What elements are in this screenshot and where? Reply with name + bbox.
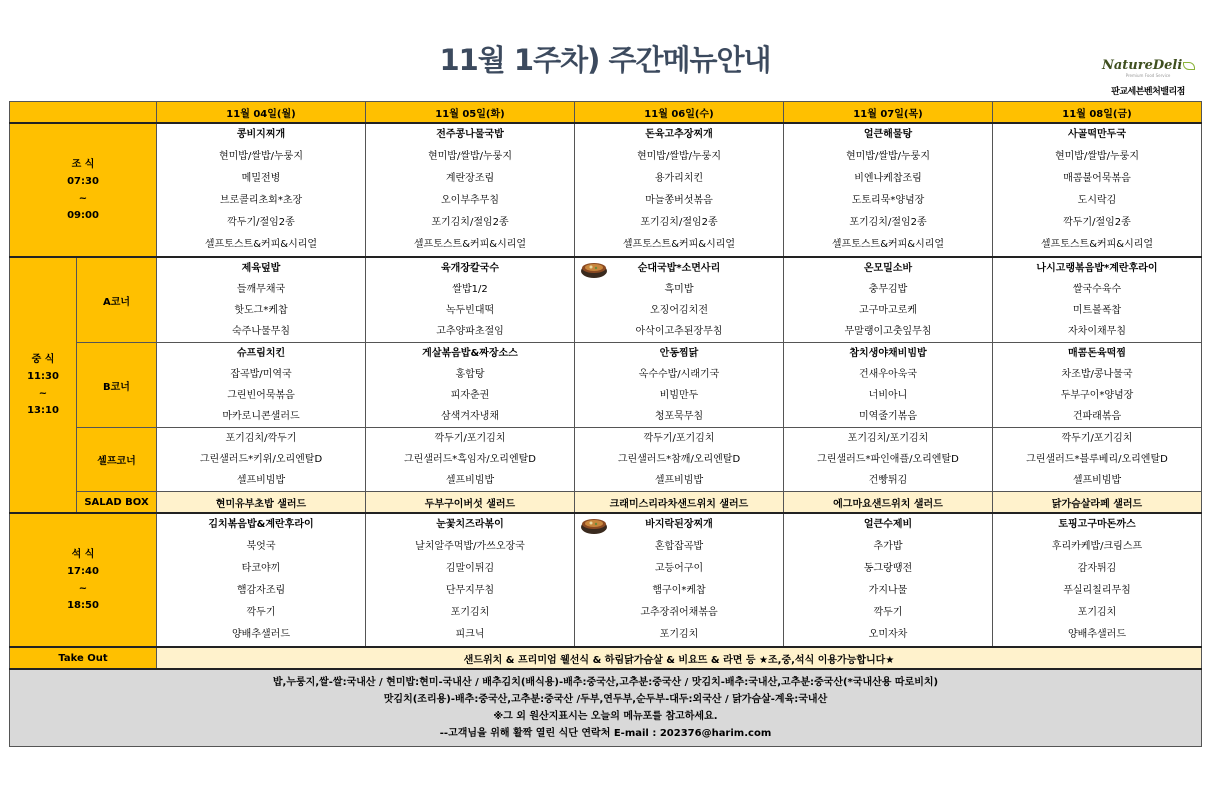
day-cell bbox=[575, 343, 784, 428]
main-dish-label: 바지락된장찌개 bbox=[645, 519, 713, 530]
side-dish: 깍두기/절임2종 bbox=[1063, 217, 1131, 228]
day-header: 11월 04일(월) bbox=[157, 102, 366, 124]
side-dish: 그린샐러드*참깨/오리엔탈D bbox=[617, 454, 741, 465]
stew-pot-icon bbox=[579, 515, 609, 535]
side-dish: 차조밥/콩나물국 bbox=[1061, 369, 1133, 380]
header-row bbox=[10, 102, 1202, 124]
main-dish: 나시고랭볶음밥*계란후라이 bbox=[1036, 263, 1158, 274]
side-dish: 깍두기/포기김치 bbox=[434, 433, 506, 444]
side-dish: 현미밥/쌀밥/누룽지 bbox=[1054, 151, 1140, 162]
day-cell bbox=[993, 428, 1202, 492]
note-line: ※그 외 원산지표시는 오늘의 메뉴포를 참고하세요. bbox=[493, 711, 718, 722]
main-dish: 육개장칼국수 bbox=[441, 263, 499, 274]
side-dish: 홍합탕 bbox=[455, 369, 485, 380]
side-dish: 동그랑땡전 bbox=[863, 563, 913, 574]
day-cell bbox=[157, 513, 366, 647]
note-line: 맛김치(조리용)-배추:중국산,고추분:중국산 /두부,연두부,순두부-대두:외국산 / 닭가슴살-계육:국내산 bbox=[383, 694, 828, 705]
side-dish: 고추양파초절임 bbox=[436, 326, 504, 337]
side-dish: 메밀전병 bbox=[241, 173, 281, 184]
meal-time-end: 09:00 bbox=[67, 210, 99, 221]
side-dish: 햄구이*케찹 bbox=[652, 585, 706, 596]
day-cell bbox=[784, 428, 993, 492]
side-dish: 핫도그*케찹 bbox=[234, 305, 288, 316]
main-dish bbox=[575, 514, 783, 536]
side-dish: 포기김치 bbox=[659, 629, 699, 640]
side-dish: 오이부추무침 bbox=[441, 195, 499, 206]
side-dish: 브로콜리초회*초장 bbox=[219, 195, 303, 206]
side-dish: 현미밥/쌀밥/누룽지 bbox=[636, 151, 722, 162]
side-dish: 쌀밥1/2 bbox=[452, 284, 488, 295]
day-cell bbox=[366, 257, 575, 343]
main-dish: 콩비지찌개 bbox=[236, 129, 286, 140]
dinner-row bbox=[10, 513, 1202, 647]
side-dish: 삼색겨자냉채 bbox=[441, 411, 499, 422]
day-header: 11월 07일(목) bbox=[784, 102, 993, 124]
side-dish: 셀프토스트&커피&시리얼 bbox=[1040, 239, 1154, 250]
side-dish: 청포묵무침 bbox=[654, 411, 704, 422]
side-dish: 피자춘권 bbox=[450, 390, 490, 401]
side-dish: 미트볼폭찹 bbox=[1072, 305, 1122, 316]
meal-name: 석 식 bbox=[71, 549, 95, 560]
main-dish bbox=[575, 258, 783, 279]
salad-item: 현미유부초밥 샐러드 bbox=[157, 492, 366, 514]
dinner-label bbox=[10, 513, 157, 647]
side-dish: 북엇국 bbox=[246, 541, 276, 552]
day-cell bbox=[575, 123, 784, 257]
side-dish: 마카로니콘샐러드 bbox=[222, 411, 300, 422]
side-dish: 고추장쥐어채볶음 bbox=[640, 607, 718, 618]
meal-time-start: 17:40 bbox=[67, 566, 99, 577]
side-dish: 현미밥/쌀밥/누룽지 bbox=[845, 151, 931, 162]
brand-logo bbox=[1102, 58, 1194, 97]
main-dish: 김치볶음밥&계란후라이 bbox=[208, 519, 314, 530]
side-dish: 비엔나케찹조림 bbox=[854, 173, 922, 184]
takeout-label: Take Out bbox=[10, 647, 157, 669]
day-header: 11월 08일(금) bbox=[993, 102, 1202, 124]
side-dish: 셀프비빔밥 bbox=[236, 475, 286, 486]
side-dish: 포기김치 bbox=[1077, 607, 1117, 618]
breakfast-label bbox=[10, 123, 157, 257]
salad-item: 두부구이버섯 샐러드 bbox=[366, 492, 575, 514]
side-dish: 그린샐러드*키위/오리엔탈D bbox=[199, 454, 323, 465]
side-dish: 미역줄기볶음 bbox=[859, 411, 917, 422]
branch-name: 판교세븐벤처밸리점 bbox=[1111, 87, 1185, 97]
lunch-label bbox=[10, 257, 77, 513]
side-dish: 비빔만두 bbox=[659, 390, 699, 401]
main-dish: 사골떡만두국 bbox=[1068, 129, 1126, 140]
side-dish: 타코야끼 bbox=[241, 563, 281, 574]
side-dish: 포기김치/절임2종 bbox=[431, 217, 509, 228]
day-cell bbox=[366, 513, 575, 647]
side-dish: 건파래볶음 bbox=[1072, 411, 1122, 422]
side-dish: 깍두기/절임2종 bbox=[227, 217, 295, 228]
main-dish: 게살볶음밥&짜장소스 bbox=[422, 348, 518, 359]
side-dish: 깍두기/포기김치 bbox=[643, 433, 715, 444]
side-dish: 흑미밥 bbox=[664, 284, 694, 295]
day-cell bbox=[366, 428, 575, 492]
side-dish: 녹두빈대떡 bbox=[445, 305, 495, 316]
side-dish: 들깨무채국 bbox=[236, 284, 286, 295]
logo-subtitle: Premium Food Service bbox=[1125, 73, 1171, 78]
meal-time-sep: ~ bbox=[38, 388, 48, 399]
day-header: 11월 05일(화) bbox=[366, 102, 575, 124]
side-dish: 셀프비빔밥 bbox=[445, 475, 495, 486]
side-dish: 양배추샐러드 bbox=[1068, 629, 1126, 640]
side-dish: 쌀국수육수 bbox=[1072, 284, 1122, 295]
day-cell bbox=[575, 513, 784, 647]
side-dish: 셀프토스트&커피&시리얼 bbox=[204, 239, 318, 250]
takeout-text: 샌드위치 & 프리미엄 웰선식 & 하림닭가슴살 & 비요뜨 & 라면 등 ★조,중,석식 이용가능합니다★ bbox=[157, 647, 1202, 669]
side-dish: 날치알주먹밥/가쓰오장국 bbox=[415, 541, 525, 552]
day-cell bbox=[993, 343, 1202, 428]
day-cell bbox=[993, 513, 1202, 647]
day-cell bbox=[575, 257, 784, 343]
side-dish: 포기김치 bbox=[450, 607, 490, 618]
main-dish: 매콤돈육떡찜 bbox=[1068, 348, 1126, 359]
day-cell bbox=[157, 428, 366, 492]
side-dish: 자차이채무침 bbox=[1068, 326, 1126, 337]
corner-b-label: B코너 bbox=[77, 343, 157, 428]
side-dish: 셀프비빔밥 bbox=[1072, 475, 1122, 486]
day-cell bbox=[993, 257, 1202, 343]
stew-pot-icon bbox=[579, 259, 609, 279]
corner-a-label: A코너 bbox=[77, 257, 157, 343]
side-dish: 현미밥/쌀밥/누룽지 bbox=[427, 151, 513, 162]
origin-notes bbox=[10, 669, 1202, 747]
salad-box-label: SALAD BOX bbox=[77, 492, 157, 514]
day-cell bbox=[575, 428, 784, 492]
side-dish: 용가리치킨 bbox=[654, 173, 704, 184]
side-dish: 고구마고로케 bbox=[859, 305, 917, 316]
main-dish: 안동찜닭 bbox=[659, 348, 699, 359]
meal-time-end: 13:10 bbox=[27, 405, 59, 416]
side-dish: 포기김치/포기김치 bbox=[847, 433, 929, 444]
meal-name: 중 식 bbox=[31, 354, 55, 365]
side-dish: 그린빈어묵볶음 bbox=[227, 390, 295, 401]
salad-box-row bbox=[10, 492, 1202, 514]
day-cell bbox=[784, 123, 993, 257]
side-dish: 마늘쫑버섯볶음 bbox=[645, 195, 713, 206]
day-cell bbox=[157, 343, 366, 428]
main-dish: 슈프림치킨 bbox=[236, 348, 286, 359]
side-dish: 양배추샐러드 bbox=[232, 629, 290, 640]
day-header: 11월 06일(수) bbox=[575, 102, 784, 124]
side-dish: 건빵튀김 bbox=[868, 475, 908, 486]
self-corner-label: 셀프코너 bbox=[77, 428, 157, 492]
side-dish: 푸실리칠리무침 bbox=[1063, 585, 1131, 596]
note-line: --고객님을 위해 활짝 열린 식단 연락처 E-mail : 202376@harim.com bbox=[439, 728, 772, 739]
side-dish: 도시락김 bbox=[1077, 195, 1117, 206]
side-dish: 건새우아욱국 bbox=[859, 369, 917, 380]
notes-row bbox=[10, 669, 1202, 747]
note-line: 밥,누룽지,쌀-쌀:국내산 / 현미밥:현미-국내산 / 배추김치(배식용)-배추:중국산,고추분:중국산 / 맛김치-배추:국내산,고추분:중국산(*국내산용 따로비치) bbox=[272, 677, 939, 688]
side-dish: 포기김치/절임2종 bbox=[640, 217, 718, 228]
salad-item: 크래미스리라차샌드위치 샐러드 bbox=[575, 492, 784, 514]
side-dish: 옥수수밥/시래기국 bbox=[638, 369, 720, 380]
main-dish: 참치생야채비빔밥 bbox=[849, 348, 927, 359]
side-dish: 도토리묵*양념장 bbox=[851, 195, 925, 206]
weekly-menu-table bbox=[9, 101, 1202, 747]
day-cell bbox=[784, 257, 993, 343]
side-dish: 오미자차 bbox=[868, 629, 908, 640]
header-corner bbox=[10, 102, 157, 124]
side-dish: 깍두기 bbox=[246, 607, 276, 618]
side-dish: 너비아니 bbox=[868, 390, 908, 401]
side-dish: 셀프토스트&커피&시리얼 bbox=[622, 239, 736, 250]
side-dish: 셀프토스트&커피&시리얼 bbox=[413, 239, 527, 250]
salad-item: 닭가슴살라페 샐러드 bbox=[993, 492, 1202, 514]
main-dish: 얼큰해물탕 bbox=[863, 129, 913, 140]
main-dish: 얼큰수제비 bbox=[863, 519, 913, 530]
main-dish-label: 순대국밥*소면사리 bbox=[637, 263, 721, 274]
takeout-row bbox=[10, 647, 1202, 669]
meal-time-end: 18:50 bbox=[67, 600, 99, 611]
lunch-a-row bbox=[10, 257, 1202, 343]
main-dish: 토핑고구마돈까스 bbox=[1058, 519, 1136, 530]
side-dish: 포기김치/절임2종 bbox=[849, 217, 927, 228]
day-cell bbox=[784, 513, 993, 647]
side-dish: 가지나물 bbox=[868, 585, 908, 596]
main-dish: 전주콩나물국밥 bbox=[436, 129, 504, 140]
side-dish: 아삭이고추된장무침 bbox=[635, 326, 723, 337]
page-title: 11월 1주차) 주간메뉴안내 bbox=[439, 43, 771, 77]
side-dish: 혼합잡곡밥 bbox=[654, 541, 704, 552]
meal-time-start: 11:30 bbox=[27, 371, 59, 382]
lunch-b-row bbox=[10, 343, 1202, 428]
side-dish: 피크닉 bbox=[455, 629, 485, 640]
meal-time-start: 07:30 bbox=[67, 176, 99, 187]
day-cell bbox=[993, 123, 1202, 257]
side-dish: 충무김밥 bbox=[868, 284, 908, 295]
side-dish: 깍두기/포기김치 bbox=[1061, 433, 1133, 444]
main-dish: 눈꽃치즈라볶이 bbox=[436, 519, 504, 530]
main-dish: 제육덮밥 bbox=[241, 263, 281, 274]
side-dish: 계란장조림 bbox=[445, 173, 495, 184]
main-dish: 돈육고추장찌개 bbox=[645, 129, 713, 140]
side-dish: 김말이튀김 bbox=[445, 563, 495, 574]
lunch-self-row bbox=[10, 428, 1202, 492]
breakfast-row bbox=[10, 123, 1202, 257]
side-dish: 잡곡밥/미역국 bbox=[230, 369, 292, 380]
day-cell bbox=[157, 123, 366, 257]
meal-name: 조 식 bbox=[71, 159, 95, 170]
side-dish: 추가밥 bbox=[873, 541, 903, 552]
side-dish: 매콤불어묵볶음 bbox=[1063, 173, 1131, 184]
logo-brand-text: NatureDeli bbox=[1102, 58, 1194, 73]
side-dish: 숙주나물무침 bbox=[232, 326, 290, 337]
day-cell bbox=[366, 343, 575, 428]
day-cell bbox=[784, 343, 993, 428]
side-dish: 후리카케밥/크림스프 bbox=[1051, 541, 1143, 552]
side-dish: 포기김치/깍두기 bbox=[225, 433, 297, 444]
side-dish: 현미밥/쌀밥/누룽지 bbox=[218, 151, 304, 162]
salad-item: 에그마요샌드위치 샐러드 bbox=[784, 492, 993, 514]
meal-time-sep: ~ bbox=[78, 193, 88, 204]
side-dish: 오징어김치전 bbox=[650, 305, 708, 316]
side-dish: 깍두기 bbox=[873, 607, 903, 618]
side-dish: 그린샐러드*파인애플/오리엔탈D bbox=[817, 454, 959, 465]
day-cell bbox=[157, 257, 366, 343]
side-dish: 감자튀김 bbox=[1077, 563, 1117, 574]
side-dish: 고등어구이 bbox=[654, 563, 704, 574]
side-dish: 셀프비빔밥 bbox=[654, 475, 704, 486]
side-dish: 무말랭이고춧잎무침 bbox=[844, 326, 932, 337]
leaf-icon bbox=[1183, 62, 1195, 70]
side-dish: 단무지무침 bbox=[445, 585, 495, 596]
side-dish: 두부구이*양념장 bbox=[1060, 390, 1134, 401]
side-dish: 그린샐러드*흑임자/오리엔탈D bbox=[404, 454, 536, 465]
day-cell bbox=[366, 123, 575, 257]
meal-time-sep: ~ bbox=[78, 583, 88, 594]
side-dish: 햄감자조림 bbox=[236, 585, 286, 596]
side-dish: 그린샐러드*블루베리/오리엔탈D bbox=[1026, 454, 1168, 465]
main-dish: 온모밀소바 bbox=[863, 263, 913, 274]
side-dish: 셀프토스트&커피&시리얼 bbox=[831, 239, 945, 250]
